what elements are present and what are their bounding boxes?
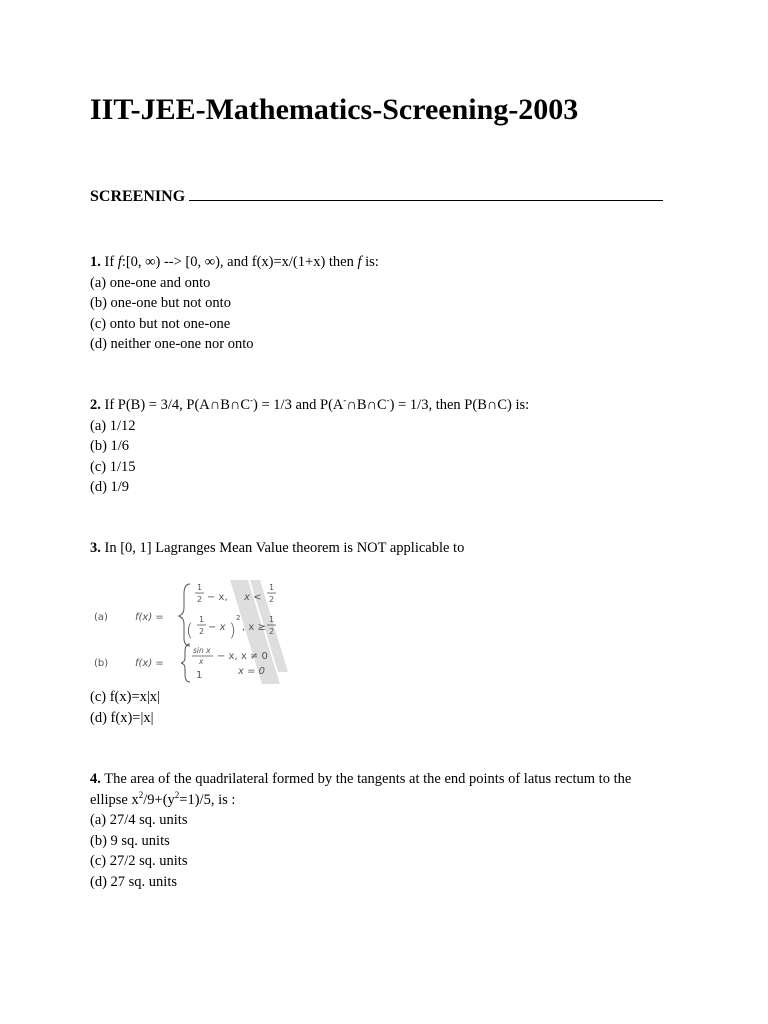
formula-a-case1: − x, (207, 592, 228, 603)
question-number: 4. (90, 771, 101, 787)
formula-a-label: (a) (94, 612, 108, 623)
section-underline (189, 188, 663, 201)
svg-text:, x ≥: , x ≥ (242, 622, 266, 633)
question-stem: 1. If f:[0, ∞) --> [0, ∞), and f(x)=x/(1+x) then f is: (90, 254, 379, 270)
svg-text:2: 2 (236, 614, 241, 622)
svg-text:2: 2 (269, 595, 275, 604)
svg-text:sin x: sin x (193, 646, 211, 655)
option-b: (b) one-one but not onto (90, 295, 231, 311)
svg-text:2: 2 (197, 595, 203, 604)
formula-b-label: (b) (94, 658, 109, 669)
option-c: (c) onto but not one-one (90, 315, 231, 332)
formula-b-case2-value: 1 (196, 670, 203, 681)
svg-text:(: ( (186, 620, 194, 641)
svg-text:x: x (199, 657, 204, 666)
option-d: (d) 27 sq. units (90, 873, 177, 890)
formula-b-case1: − x, x ≠ 0 (217, 651, 268, 662)
option-a: (a) 27/4 sq. units (90, 812, 188, 828)
svg-text:1: 1 (199, 615, 205, 624)
question-3-options (90, 687, 160, 728)
option-b: (b) 9 sq. units (90, 832, 170, 849)
question-stem: 4. The area of the quadrilateral formed by the tangents at the end points of latus rectum to the ellipse $x^2/9+(y^2=1)/5$, is : (90, 771, 632, 808)
option-d: (d) neither one-one nor onto (90, 336, 254, 352)
option-a: (a) 1/12 (90, 417, 136, 434)
section-heading (90, 188, 680, 206)
option-b: (b) 1/6 (90, 438, 130, 454)
svg-text:1: 1 (269, 583, 275, 592)
svg-text:1: 1 (197, 583, 203, 592)
svg-text:2: 2 (269, 627, 275, 636)
option-a: (a) one-one and onto (90, 274, 211, 291)
svg-text:2: 2 (199, 627, 205, 636)
question-1 (90, 252, 690, 355)
formula-b-lhs: f(x) = (135, 658, 164, 669)
question-4 (90, 769, 690, 892)
question-stem: 2. If P(B) = 3/4, P(A∩B∩C-) = 1/3 and P(A-∩B∩C-) = 1/3, then P(B∩C) is: (90, 395, 530, 413)
formula-b-case2-cond: x = 0 (238, 666, 266, 677)
option-c: (c) f(x)=x|x| (90, 689, 160, 705)
question-stem: 3. In [0, 1] Lagranges Mean Value theorem is NOT applicable to (90, 540, 465, 556)
option-c: (c) 1/15 (90, 458, 136, 475)
question-2 (90, 395, 690, 498)
piecewise-formula-image (90, 576, 290, 686)
document-title: IIT-JEE-Mathematics-Screening-2003 (90, 93, 579, 126)
question-number: 3. (90, 540, 101, 556)
svg-text:): ) (229, 620, 237, 641)
question-number: 1. (90, 254, 101, 270)
question-number: 2. (90, 397, 101, 413)
formula-a-lhs: f(x) = (135, 612, 164, 623)
option-d: (d) f(x)=|x| (90, 709, 154, 726)
svg-text:x <: x < (244, 592, 262, 603)
svg-text:1: 1 (269, 615, 275, 624)
option-d: (d) 1/9 (90, 479, 130, 495)
section-label: SCREENING (90, 188, 186, 205)
question-3 (90, 538, 690, 559)
option-c: (c) 27/2 sq. units (90, 853, 188, 869)
svg-text:− x: − x (208, 622, 226, 633)
